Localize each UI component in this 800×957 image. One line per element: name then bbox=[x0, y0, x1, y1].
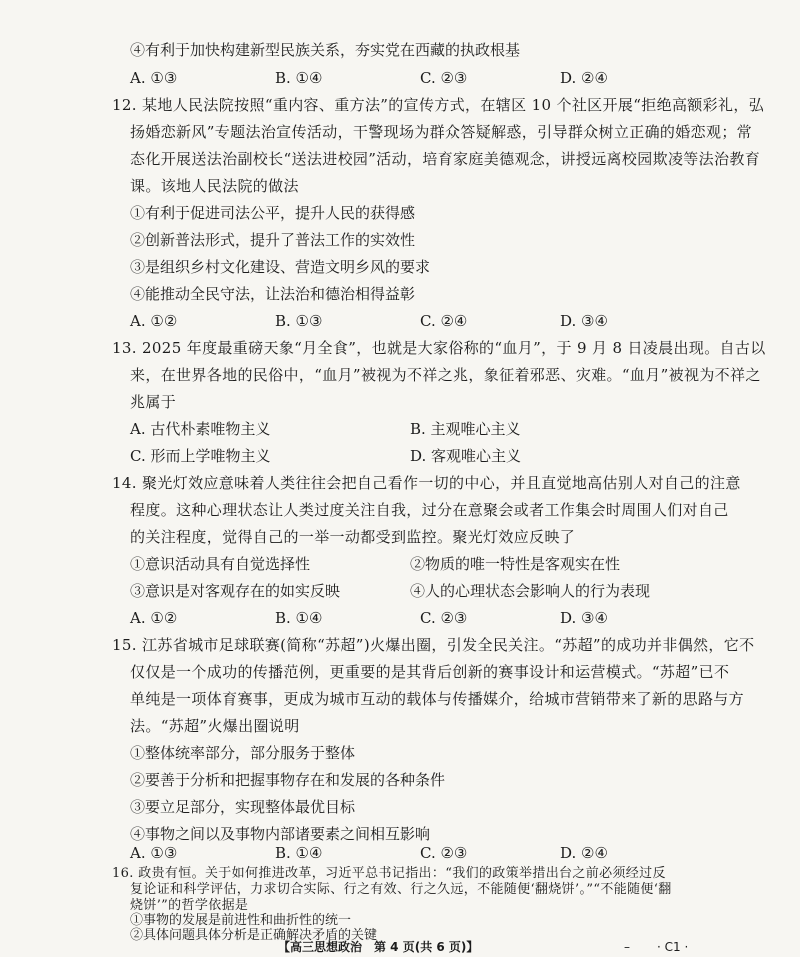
q15-option-b: B. ①④ bbox=[275, 844, 323, 862]
q13-stem-line-1: 13. 2025 年度最重磅天象“月全食”，也就是大家俗称的“血月”，于 9 月 8 日凌晨出现。自古以 bbox=[112, 339, 766, 357]
q16-statement-1: ①事物的发展是前进性和曲折性的统一 bbox=[130, 913, 352, 928]
q15-stem-line-2: 仅仅是一个成功的传播范例，更重要的是其背后创新的赛事设计和运营模式。“苏超”已不 bbox=[130, 663, 730, 681]
q12-statement-1: ①有利于促进司法公平，提升人民的获得感 bbox=[130, 204, 416, 222]
q16-stem-line-2: 复论证和科学评估，力求切合实际、行之有效、行之久远，不能随便‘翻烧饼’。”“不能随便‘翻 bbox=[130, 882, 672, 897]
q13-option-c: C. 形而上学唯物主义 bbox=[130, 447, 271, 465]
q12-option-a: A. ①② bbox=[130, 312, 178, 330]
q11-option-a: A. ①③ bbox=[130, 69, 178, 87]
q14-statement-3: ③意识是对客观存在的如实反映 bbox=[130, 582, 341, 600]
q12-stem-line-2: 扬婚恋新风”专题法治宣传活动，干警现场为群众答疑解惑，引导群众树立正确的婚恋观；常 bbox=[130, 123, 753, 141]
footer-code: · C1 · bbox=[657, 940, 689, 954]
q14-stem-line-3: 的关注程度，觉得自己的一举一动都受到监控。聚光灯效应反映了 bbox=[130, 528, 576, 546]
q11-option-c: C. ②③ bbox=[420, 69, 468, 87]
q15-statement-4: ④事物之间以及事物内部诸要素之间相互影响 bbox=[130, 825, 431, 843]
q15-option-c: C. ②③ bbox=[420, 844, 468, 862]
q12-stem-line-3: 态化开展送法治副校长“送法进校园”活动，培育家庭美德观念，讲授远离校园欺凌等法治教育 bbox=[130, 150, 761, 168]
q15-option-d: D. ②④ bbox=[560, 844, 608, 862]
q15-statement-1: ①整体统率部分，部分服务于整体 bbox=[130, 744, 356, 762]
q12-statement-3: ③是组织乡村文化建设、营造文明乡风的要求 bbox=[130, 258, 431, 276]
q15-stem-line-4: 法。“苏超”火爆出圈说明 bbox=[130, 717, 300, 735]
q13-option-b: B. 主观唯心主义 bbox=[410, 420, 521, 438]
q12-stem-line-1: 12. 某地人民法院按照“重内容、重方法”的宣传方式，在辖区 10 个社区开展“拒绝高额彩礼，弘 bbox=[112, 96, 765, 114]
q14-statement-4: ④人的心理状态会影响人的行为表现 bbox=[410, 582, 651, 600]
q12-option-c: C. ②④ bbox=[420, 312, 468, 330]
q12-statement-4: ④能推动全民守法，让法治和德治相得益彰 bbox=[130, 285, 416, 303]
footer-dash: – bbox=[624, 940, 630, 954]
q15-stem-line-3: 单纯是一项体育赛事，更成为城市互动的载体与传播媒介，给城市营销带来了新的思路与方 bbox=[130, 690, 745, 708]
q12-stem-line-4: 课。该地人民法院的做法 bbox=[130, 177, 299, 195]
q14-stem-line-2: 程度。这种心理状态让人类过度关注自我，过分在意聚会或者工作集会时周围人们对自己 bbox=[130, 501, 729, 519]
q15-stem-line-1: 15. 江苏省城市足球联赛(简称“苏超”)火爆出圈，引发全民关注。“苏超”的成功并非偶然，它不 bbox=[112, 636, 755, 654]
q14-option-d: D. ③④ bbox=[560, 609, 608, 627]
q15-option-a: A. ①③ bbox=[130, 844, 178, 862]
q15-statement-3: ③要立足部分，实现整体最优目标 bbox=[130, 798, 356, 816]
q12-option-d: D. ③④ bbox=[560, 312, 608, 330]
q14-option-a: A. ①② bbox=[130, 609, 178, 627]
q14-statement-2: ②物质的唯一特性是客观实在性 bbox=[410, 555, 621, 573]
q13-option-d: D. 客观唯心主义 bbox=[410, 447, 522, 465]
q12-option-b: B. ①③ bbox=[275, 312, 323, 330]
q16-stem-line-1: 16. 政贵有恒。关于如何推进改革，习近平总书记指出：“我们的政策举措出台之前必须经过反 bbox=[112, 866, 666, 881]
q15-statement-2: ②要善于分析和把握事物存在和发展的各种条件 bbox=[130, 771, 446, 789]
q14-option-c: C. ②③ bbox=[420, 609, 468, 627]
q16-statement-2: ②具体问题具体分析是正确解决矛盾的关键 bbox=[130, 928, 378, 943]
q14-statement-1: ①意识活动具有自觉选择性 bbox=[130, 555, 311, 573]
q12-statement-2: ②创新普法形式，提升了普法工作的实效性 bbox=[130, 231, 416, 249]
q13-stem-line-3: 兆属于 bbox=[130, 393, 177, 411]
q14-stem-line-1: 14. 聚光灯效应意味着人类往往会把自己看作一切的中心，并且直觉地高估别人对自己的注意 bbox=[112, 474, 741, 492]
q11-statement-4: ④有利于加快构建新型民族关系，夯实党在西藏的执政根基 bbox=[130, 41, 521, 59]
q14-option-b: B. ①④ bbox=[275, 609, 323, 627]
footer-page-info: 【高三思想政治 第 4 页(共 6 页)】 bbox=[278, 940, 479, 954]
q16-stem-line-3: 烧饼’”的哲学依据是 bbox=[130, 898, 249, 913]
q13-stem-line-2: 来，在世界各地的民俗中，“血月”被视为不祥之兆，象征着邪恶、灾难。“血月”被视为不祥之 bbox=[130, 366, 761, 384]
q11-option-d: D. ②④ bbox=[560, 69, 608, 87]
q11-option-b: B. ①④ bbox=[275, 69, 323, 87]
q13-option-a: A. 古代朴素唯物主义 bbox=[130, 420, 271, 438]
